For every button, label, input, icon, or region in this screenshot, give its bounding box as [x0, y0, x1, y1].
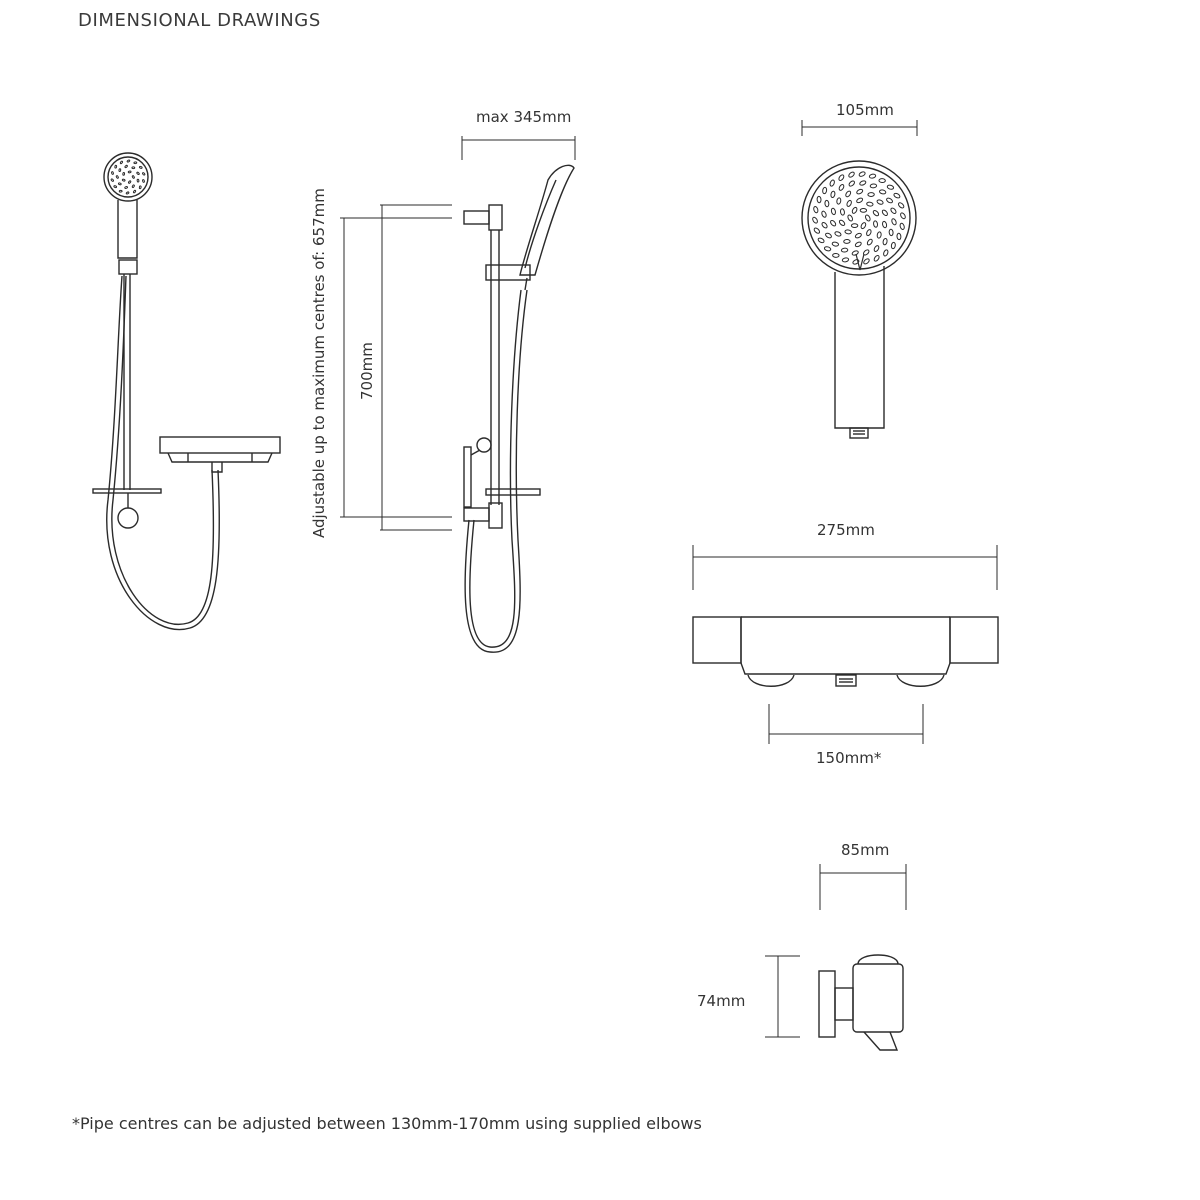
nozzle-dot — [872, 210, 879, 217]
nozzle-dot — [870, 184, 877, 188]
nozzle-dot — [886, 197, 893, 204]
nozzle-dot — [844, 239, 851, 243]
nozzle-dot — [136, 172, 139, 175]
nozzle-dot — [132, 185, 135, 188]
nozzle-dot — [821, 222, 828, 229]
nozzle-dot — [123, 172, 125, 175]
nozzle-dot — [897, 202, 904, 209]
nozzle-dot — [860, 222, 867, 229]
nozzle-dot — [127, 160, 130, 163]
valve-side-detail — [819, 955, 903, 1050]
nozzle-dot — [887, 185, 894, 190]
nozzle-dot — [115, 165, 117, 168]
nozzle-dot — [856, 188, 863, 194]
handset-width-label: 105mm — [836, 101, 894, 119]
nozzle-dot — [873, 245, 880, 252]
valve-height-label: 74mm — [697, 992, 746, 1010]
nozzle-dot — [893, 192, 900, 198]
rail-height-label: 700mm — [358, 342, 376, 400]
nozzle-dot — [876, 199, 883, 205]
nozzle-dot — [873, 221, 878, 228]
nozzle-dot — [114, 185, 117, 188]
nozzle-dot — [142, 172, 145, 175]
nozzle-dot — [838, 219, 845, 226]
adjustable-centres-label: Adjustable up to maximum centres of: 657mm — [310, 188, 328, 538]
nozzle-dot — [883, 238, 888, 245]
nozzle-dot — [848, 171, 855, 178]
handset-width-dimension — [802, 120, 917, 136]
nozzle-dot — [860, 208, 866, 212]
nozzle-dot — [139, 166, 142, 169]
nozzle-dot — [132, 175, 135, 178]
nozzle-dot — [813, 206, 819, 213]
footnote: *Pipe centres can be adjusted between 130mm-170mm using supplied elbows — [72, 1114, 702, 1133]
nozzle-dot — [118, 183, 121, 186]
nozzle-dot — [120, 161, 123, 164]
nozzle-dot — [840, 208, 845, 215]
nozzle-dot — [865, 214, 872, 221]
nozzle-dot — [877, 232, 882, 239]
nozzle-dot — [821, 211, 827, 218]
nozzle-dot — [111, 179, 114, 182]
nozzle-dot — [869, 174, 876, 179]
nozzle-dot — [856, 197, 863, 203]
nozzle-dot — [116, 175, 119, 178]
nozzle-dot — [836, 198, 841, 205]
nozzle-dot — [132, 167, 135, 169]
nozzle-dot — [134, 162, 137, 164]
nozzle-dot — [838, 174, 845, 181]
nozzle-dot — [866, 229, 872, 236]
nozzle-dot — [830, 220, 837, 227]
nozzle-dot — [858, 171, 865, 177]
nozzle-dot — [851, 207, 858, 214]
nozzle-dot — [139, 186, 141, 189]
nozzle-dot — [866, 202, 873, 207]
nozzle-dot — [833, 253, 840, 257]
nozzle-dot — [897, 233, 901, 240]
nozzle-dot — [111, 171, 113, 174]
nozzle-dot — [855, 241, 862, 247]
valve-depth-label: 85mm — [841, 841, 890, 859]
nozzle-dot — [859, 180, 866, 186]
nozzle-dot — [825, 200, 829, 207]
front-handset-nozzles — [111, 160, 145, 195]
nozzle-dot — [128, 171, 131, 173]
valve-front-detail — [693, 617, 998, 686]
handset-detail — [802, 161, 916, 438]
nozzle-dot — [851, 224, 857, 228]
pipe-centres-label: 150mm* — [816, 749, 882, 767]
nozzle-dot — [128, 180, 131, 183]
max-reach-label: max 345mm — [476, 108, 572, 126]
nozzle-dot — [899, 223, 905, 230]
nozzle-dot — [881, 209, 888, 216]
handset-detail-nozzles — [812, 171, 907, 265]
nozzle-dot — [845, 190, 852, 197]
nozzle-dot — [122, 179, 125, 182]
nozzle-dot — [126, 192, 129, 195]
nozzle-dot — [832, 242, 839, 247]
nozzle-dot — [873, 255, 880, 262]
nozzle-dot — [825, 232, 832, 239]
nozzle-dot — [834, 231, 841, 237]
nozzle-dot — [142, 179, 144, 182]
nozzle-dot — [847, 214, 854, 221]
nozzle-dot — [125, 165, 128, 168]
nozzle-dot — [838, 184, 845, 191]
nozzle-dot — [855, 232, 862, 238]
nozzle-dot — [119, 190, 122, 192]
valve-width-label: 275mm — [817, 521, 875, 539]
nozzle-dot — [817, 196, 821, 203]
nozzle-dot — [868, 192, 875, 196]
nozzle-dot — [848, 180, 855, 187]
nozzle-dot — [890, 207, 897, 214]
front-view-kit — [93, 153, 280, 630]
nozzle-dot — [831, 208, 836, 215]
nozzle-dot — [817, 237, 824, 243]
nozzle-dot — [829, 179, 835, 186]
nozzle-dot — [137, 179, 139, 182]
nozzle-dot — [830, 191, 835, 198]
nozzle-dot — [133, 190, 136, 193]
nozzle-dot — [889, 229, 893, 236]
nozzle-dot — [842, 257, 849, 262]
side-view-kit — [464, 165, 574, 652]
nozzle-dot — [891, 242, 896, 249]
nozzle-dot — [879, 179, 886, 183]
nozzle-dot — [845, 230, 852, 235]
nozzle-dot — [866, 238, 873, 245]
nozzle-dot — [813, 227, 820, 234]
nozzle-dot — [882, 221, 887, 228]
nozzle-dot — [824, 246, 831, 251]
valve-width-dimensions — [693, 545, 997, 744]
rail-dimension-lines — [340, 136, 575, 530]
nozzle-dot — [883, 249, 889, 256]
nozzle-dot — [822, 187, 827, 194]
nozzle-dot — [119, 169, 121, 172]
nozzle-dot — [125, 186, 128, 189]
nozzle-dot — [812, 216, 819, 223]
nozzle-dot — [891, 218, 897, 225]
nozzle-dot — [852, 250, 859, 256]
nozzle-dot — [879, 189, 886, 194]
page-title: DIMENSIONAL DRAWINGS — [78, 10, 321, 31]
nozzle-dot — [863, 258, 870, 265]
nozzle-dot — [841, 248, 848, 252]
nozzle-dot — [900, 212, 907, 219]
nozzle-dot — [846, 200, 852, 207]
